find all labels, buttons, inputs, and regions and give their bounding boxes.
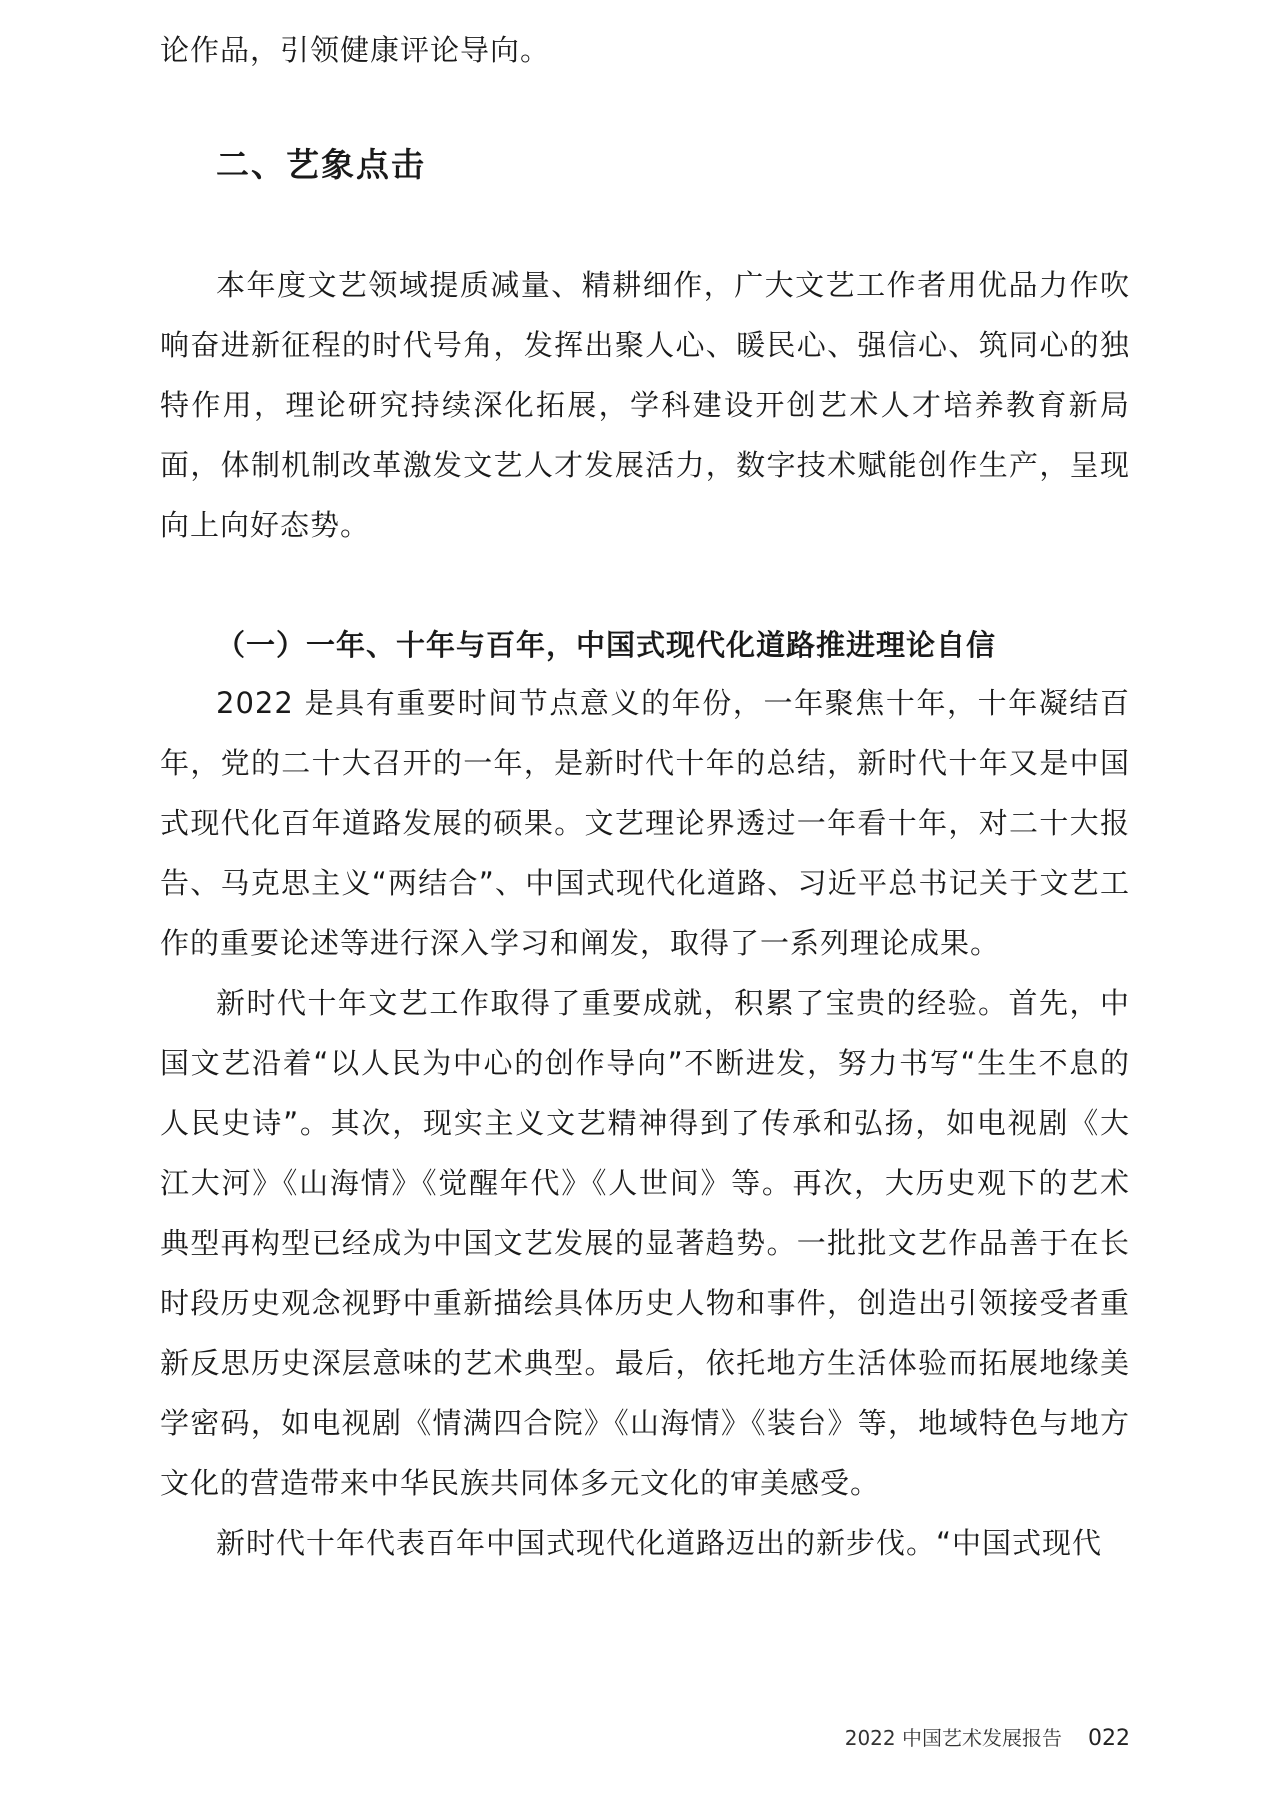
page-footer — [845, 1722, 1130, 1751]
body-paragraph-3: 新时代十年代表百年中国式现代化道路迈出的新步伐。“中国式现代 — [216, 1526, 1103, 1560]
section-heading: 二、艺象点击 — [216, 145, 426, 184]
intro-paragraph: 本年度文艺领域提质减量、精耕细作，广大文艺工作者用优品力作吹响奋进新征程的时代号角，发挥出聚人心、暖民心、强信心、筑同心的独特作用，理论研究持续深化拓展，学科建设开创艺术人才培养教育新局面，体制机制改革激发文艺人才发展活力，数字技术赋能创作生产，呈现向上向好态势。 — [160, 268, 1130, 542]
body-text — [160, 673, 1130, 1573]
page-number: 022 — [1088, 1726, 1130, 1751]
body-paragraph-2: 新时代十年文艺工作取得了重要成就，积累了宝贵的经验。首先，中国文艺沿着“以人民为中心的创作导向”不断进发，努力书写“生生不息的人民史诗”。其次，现实主义文艺精神得到了传承和弘扬，如电视剧《大江大河》《山海情》《觉醒年代》《人世间》等。再次，大历史观下的艺术典型再构型已经成为中国文艺发展的显著趋势。一批批文艺作品善于在长时段历史观念视野中重新描绘具体历史人物和事件，创造出引领接受者重新反思历史深层意味的艺术典型。最后，依托地方生活体验而拓展地缘美学密码，如电视剧《情满四合院》《山海情》《装台》等，地域特色与地方文化的营造带来中华民族共同体多元文化的审美感受。 — [160, 986, 1130, 1500]
body-paragraph-1: 2022 是具有重要时间节点意义的年份，一年聚焦十年，十年凝结百年，党的二十大召开的一年，是新时代十年的总结，新时代十年又是中国式现代化百年道路发展的硕果。文艺理论界透过一年看十年，对二十大报告、马克思主义“两结合”、中国式现代化道路、习近平总书记关于文艺工作的重要论述等进行深入学习和阐发，取得了一系列理论成果。 — [160, 686, 1130, 960]
lead-paragraph: 论作品，引领健康评论导向。 — [160, 33, 551, 67]
subsection-heading: （一）一年、十年与百年，中国式现代化道路推进理论自信 — [216, 628, 997, 662]
footer-report-title: 2022 中国艺术发展报告 — [844, 1726, 1062, 1750]
